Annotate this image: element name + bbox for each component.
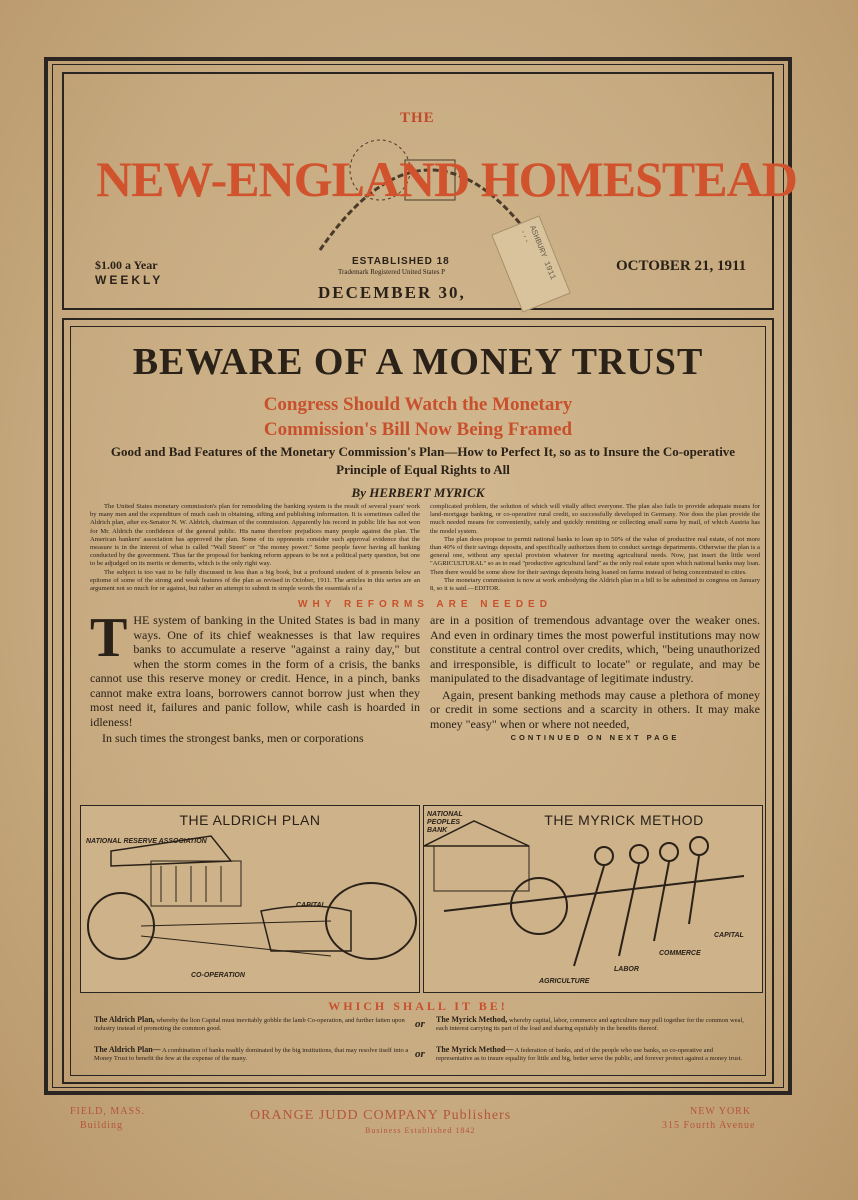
body-paragraph: Again, present banking methods may cause a plethora of money or credit in some sections and a scarcity in others. It may make money "easy" when or where not needed, — [430, 687, 760, 731]
publication-title: NEW-ENGLAND HOMESTEAD — [96, 151, 797, 207]
masthead-the: THE — [400, 110, 435, 126]
body-right — [430, 613, 760, 746]
footer-left-building: Building — [80, 1120, 124, 1131]
body-paragraph: In such times the strongest banks, men or corporations — [102, 731, 364, 746]
intro-paragraph: The monetary commission is now at work embodying the Aldrich plan in a bill to be submitted to congress on January 8, so it is said.—EDITOR. — [430, 576, 760, 593]
cartoon-myrick — [423, 805, 763, 993]
subscription-price: $1.00 a Year — [95, 258, 158, 272]
legend-title: The Myrick Method— — [436, 1045, 514, 1054]
comparison-heading: WHICH SHALL IT BE! — [328, 999, 508, 1013]
bank-label: NATIONAL RESERVE ASSOCIATION — [86, 838, 207, 845]
headline: BEWARE OF A MONEY TRUST — [132, 341, 704, 383]
intro-paragraph: The plan does propose to permit national banks to loan up to 50% of the value of productive real estate, of not more than 40% of their savings deposits, and specifically authorizes them to conduct savings departments. Otherwise the plan is a general one, without any special provision whatever for meeting agricultural needs. Now, just insert the little word "AGRICULTURAL" so as to read "productive agricultural land" as the only real estate upon which national banks may loan. Then there would be some show for their savings deposits being loaned on farms instead of being concentrated to cities. — [430, 535, 760, 576]
or-label: or — [415, 1048, 425, 1060]
body-paragraph: are in a position of tremendous advantage over the weaker ones. And even in ordinary times the most powerful institutions may now constitute a central control over credits, which, "being unauthorized and irresponsible, is difficult to locate" or regulate, and may be manipulated to the disadvantage of legitimate industry. — [430, 613, 760, 686]
frequency: WEEKLY — [95, 273, 164, 287]
article-flow — [90, 503, 760, 746]
established-text: ESTABLISHED 18 — [352, 256, 450, 267]
lamb-label: CO-OPERATION — [191, 972, 245, 979]
cartoon-label: COMMERCE — [659, 950, 701, 957]
footer-right-city: NEW YORK — [690, 1106, 752, 1117]
legend-title: The Myrick Method, — [436, 1015, 508, 1024]
continued-note: CONTINUED ON NEXT PAGE — [510, 733, 680, 743]
intro-paragraph: complicated problem, the solution of which will vitally affect everyone. The plan also fails to provide adequate means for land-mortgage banking, or co-operative rural credit, so successfully developed in Germany. Nor does the plan provide the much needed means for conveniently, safely and quickly remitting or collecting small sums by mail, of which Austria has the model system. — [430, 503, 760, 535]
drop-cap: T — [90, 607, 128, 670]
footer-right-address: 315 Fourth Avenue — [662, 1120, 756, 1131]
cartoon-label: CAPITAL — [714, 932, 744, 939]
deck: Good and Bad Features of the Monetary Commission's Plan—How to Perfect It, so as to Insure the Co-operative Principle of Equal Rights to All — [110, 444, 736, 477]
publisher-established: Business Established 1842 — [365, 1126, 476, 1135]
body-left — [90, 607, 420, 746]
intro-paragraph: The United States monetary commission's plan for remodeling the banking system is the result of several years' work by many men and the expenditure of much cash in obtaining, sifting and publishing information. It is sometimes called the Aldrich plan, after ex-Senator N. W. Aldrich, chairman of the commission. Apparently his record in public life has not won for Mr. Aldrich the confidence of the general public. His name therefore prejudices many people against the plan. The American bankers' association has approved the plan. Some of its opponents consider such approval evidence that the measure is in the interest of what is called "Wall Street" or "the money power." Some people favor having all banking conducted by the government. Thus far the proposal for banking reform appears to be not a political party question, but one to be adjudged on its merits or demerits, which is the only right way. — [90, 503, 420, 568]
lion-label: CAPITAL — [296, 902, 326, 909]
legend-myrick-1 — [436, 1016, 751, 1033]
cartoon-title: THE ALDRICH PLAN — [179, 812, 321, 828]
legend-text: A combination of banks readily dominated by the big institutions, that may resolve itself into a Money Trust to benefit the few at the expense of the many. — [94, 1047, 409, 1062]
intro-paragraph: The subject is too vast to be fully discussed in less than a big book, but a profound student of it presents below an epitome of some of the strong and weak features of the plan as revised in October, 1911. The articles in this series are an argument not so much for or against, but rather an attempt to submit in simple words the essentials of a — [90, 568, 420, 593]
subhead-1: Congress Should Watch the Monetary — [263, 394, 573, 415]
bank-label: NATIONAL PEOPLES BANK — [427, 811, 463, 834]
trademark-text: Trademark Registered United States P — [338, 268, 446, 276]
issue-date: OCTOBER 21, 1911 — [616, 258, 747, 274]
intro-right — [430, 503, 760, 593]
body-paragraph: HE system of banking in the United States is bad in many ways. One of its chief weaknesses is that law requires banks to accumulate a reserve "against a rainy day," but when the storm comes in the form of a crisis, the banks cannot use this reserve money or credit. Hence, in a pinch, banks cannot make extra loans, borrowers cannot borrow just when they most need it, failures and panic follow, while cash is hoarded in idleness! — [90, 613, 420, 729]
legend-text: whereby capital, labor, commerce and agriculture may pull together for the common weal, each interest carrying its part of the load and sharing equitably in the benefits thereof. — [436, 1017, 744, 1032]
legend-aldrich-2 — [94, 1046, 409, 1063]
section-heading: WHY REFORMS ARE NEEDED — [298, 599, 552, 611]
footer-left-city: FIELD, MASS. — [70, 1106, 146, 1117]
cartoon-aldrich — [80, 805, 420, 993]
library-label: ASHBURY 1911 ... — [491, 215, 571, 312]
legend-text: A federation of banks, and of the people who use banks, so co-operative and representative as to insure equality for little and big, better serve the public, and forever protect against a money trust. — [436, 1047, 743, 1062]
cartoon-label: AGRICULTURE — [539, 978, 590, 985]
legend-text: whereby the lion Capital must inevitably gobble the lamb Co-operation, and further fatten upon industry instead of promoting the common good. — [94, 1017, 405, 1032]
stamp-date: DECEMBER 30, — [318, 283, 466, 302]
legend-aldrich-1 — [94, 1016, 409, 1033]
legend-title: The Aldrich Plan, — [94, 1015, 155, 1024]
intro — [90, 503, 760, 593]
cartoon-label: LABOR — [614, 966, 639, 973]
cartoon-drawing — [81, 806, 420, 993]
legend-title: The Aldrich Plan— — [94, 1045, 161, 1054]
intro-left — [90, 503, 420, 593]
legend-myrick-2 — [436, 1046, 751, 1063]
cartoon-title: THE MYRICK METHOD — [544, 812, 704, 828]
byline: By HERBERT MYRICK — [351, 485, 485, 500]
publisher: ORANGE JUDD COMPANY Publishers — [250, 1108, 512, 1123]
or-label: or — [415, 1018, 425, 1030]
subhead-2: Commission's Bill Now Being Framed — [263, 419, 573, 440]
article-body — [90, 607, 760, 746]
